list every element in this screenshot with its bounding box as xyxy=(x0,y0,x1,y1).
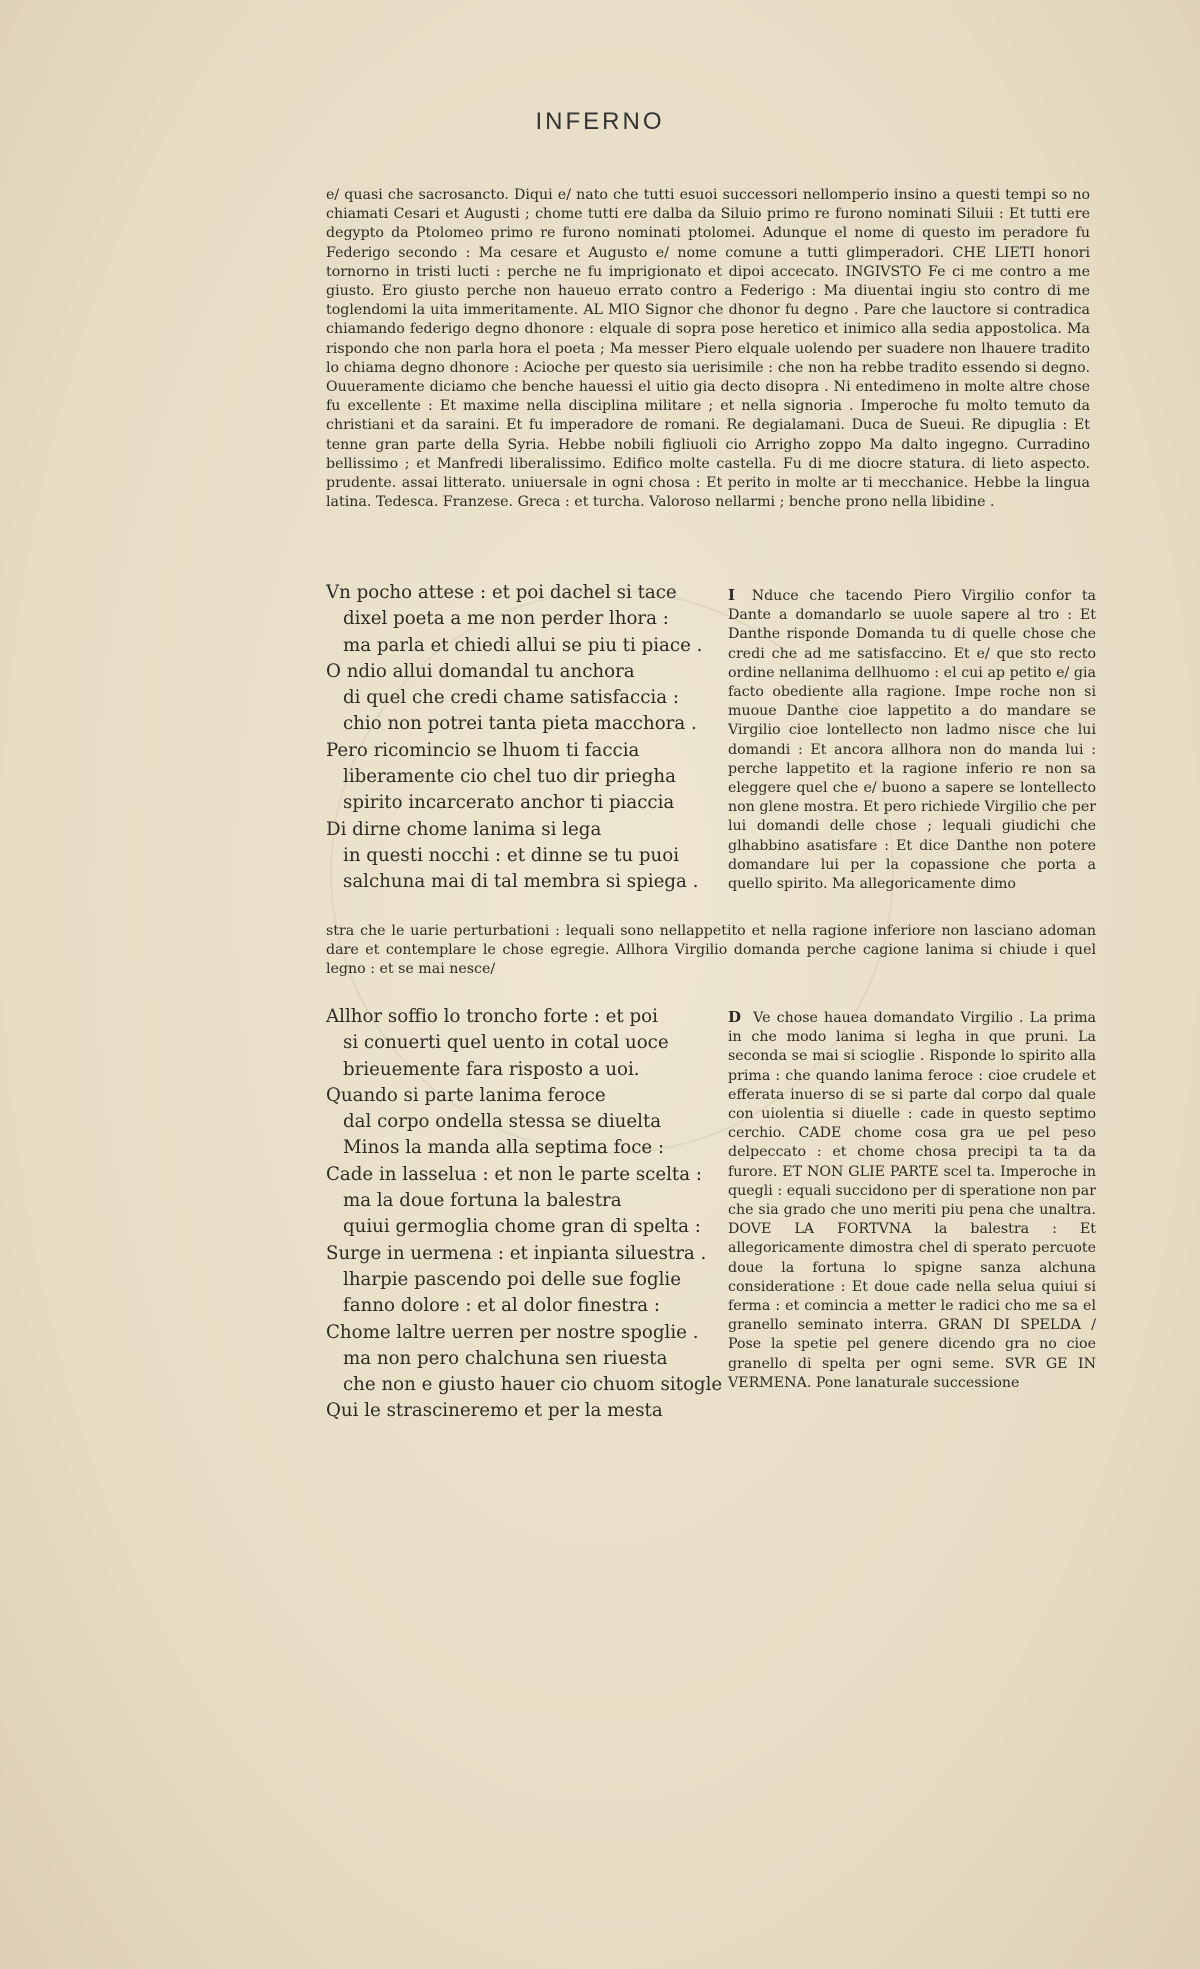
verse-block-1 xyxy=(326,580,706,896)
verse-line: liberamente cio chel tuo dir priegha xyxy=(343,766,676,788)
verse-line: salchuna mai di tal membra si spiega . xyxy=(343,871,699,893)
commentary-side-text: Ve chose hauea domandato Virgilio . La prima in che modo lanima si legha in que pruni. La seconda se mai si scioglie . Risponde lo spirito alla prima : che quando lanima feroce : cioe crudele et efferata inuerso di se si parte dal corpo dal quale con uiolentia si diuelle : cade in questo septimo cerchio. CADE chome cosa gra ue pel peso delpeccato : et chome chosa precipi ta ta da furore. ET NON GLIE PARTE scel ta. Imperoche in quegli : equali succidono per di speratione non par che sia grado che uno meriti piu pena che unaltra. DOVE LA FORTVNA la balestra : Et allegoricamente dimostra chel di sperato percuote doue la fortuna lo spigne sanza alchuna consideratione : Et doue cade nella selua quiui si ferma : et comincia a metter le radici cho me sa el granello seminato interra. GRAN DI SPELDA / Pose la spetie pel genere dicendo gra no cioe granello di spelta per ogni seme. SVR GE IN VERMENA. Pone lanaturale successione xyxy=(728,1010,1096,1391)
verse-line: Surge in uermena : et inpianta siluestra . xyxy=(326,1242,707,1264)
commentary-top: e/ quasi che sacrosancto. Diqui e/ nato che tutti esuoi successori nellomperio insino a questi tempi so no chiamati Cesari et Augusti ; chome tutti ere dalba da Siluio primo re furono nominati Siluii : Et tutti ere degypto da Ptolomeo primo re furono nominati ptolomei. Adunque el nome di questo im peradore fu Federigo secondo : Ma cesare et Augusto e/ nome comune a tutti glimperadori. CHE LIETI honori tornorno in tristi lucti : perche ne fu imprigionato et dipoi accecato. INGIVSTO Fe ci me contro a me giusto. Ero giusto perche non haueuo errato contro a Federigo : Ma diuentai ingiu sto contro di me toglendomi la uita immeritamente. AL MIO Signor che dhonor fu degno . Pare che lauctore si contradica chiamando federigo degno dhonore : elquale di sopra pose heretico et inimico alla sedia appostolica. Ma rispondo che non parla hora el poeta ; Ma messer Piero elquale uolendo per suadere non lhauere tradito lo chiama degno dhonore : Acioche per questo sia uerisimile : che non ha rebbe tradito essendo si degno. Ouueramente diciamo che benche hauessi el uitio gia decto disopra . Ni entedimeno in molte altre chose fu excellente : Et maxime nella disciplina militare ; et nella signoria . Imperoche fu molto temuto da christiani et da saraini. Et fu imperadore de romani. Re degialamani. Duca de Sueui. Re dipuglia : Et tenne gran parte della Syria. Hebbe nobili figliuoli cio Arrigho zoppo Ma dalto ingegno. Curradino bellissimo ; et Manfredi liberalissimo. Edifico molte castella. Fu di me diocre statura. di lieto aspecto. prudente. assai litterato. uniuersale in ogni chosa : Et perito in molte ar ti mecchanice. Hebbe la lingua latina. Tedesca. Franzese. Greca : et turcha. Valoroso nellarmi ; benche prono nella libidine . xyxy=(326,187,1090,511)
verse-line: ma parla et chiedi allui se piu ti piace . xyxy=(343,634,703,656)
verse-line: Chome laltre uerren per nostre spoglie . xyxy=(326,1321,699,1343)
verse-line: Quando si parte lanima feroce xyxy=(326,1084,606,1106)
verse-line: Cade in lasselua : et non le parte scelta : xyxy=(326,1163,702,1185)
verse-line: ma la doue fortuna la balestra xyxy=(343,1190,622,1212)
verse-line: si conuerti quel uento in cotal uoce xyxy=(343,1032,669,1054)
commentary-side-2 xyxy=(728,1008,1096,1393)
verse-line: Di dirne chome lanima si lega xyxy=(326,818,602,840)
verse-block-2 xyxy=(326,1004,723,1425)
verse-line: O ndio allui domandal tu anchora xyxy=(326,660,635,682)
verse-line: spirito incarcerato anchor ti piaccia xyxy=(343,792,675,814)
commentary-continuation: stra che le uarie perturbationi : lequali sono nellappetito et nella ragione inferiore non lasciano adoman dare et contemplare le chose egregie. Allhora Virgilio domanda perche cagione lanima si chiude i quel legno : et se mai nesce/ xyxy=(326,923,1096,978)
commentary-side-1 xyxy=(728,586,1096,894)
verse-line: fanno dolore : et al dolor finestra : xyxy=(343,1295,661,1317)
verse-line: brieuemente fara risposto a uoi. xyxy=(343,1058,640,1080)
verse-line: Minos la manda alla septima foce : xyxy=(343,1137,665,1159)
verse-line: di quel che credi chame satisfaccia : xyxy=(343,687,679,709)
verse-line: che non e giusto hauer cio chuom sitogle xyxy=(343,1374,723,1396)
verse-line: in questi nocchi : et dinne se tu puoi xyxy=(343,844,680,866)
verse-line: quiui germoglia chome gran di spelta : xyxy=(343,1216,701,1238)
verse-line: chio non potrei tanta pieta macchora . xyxy=(343,713,697,735)
verse-line: lharpie pascendo poi delle sue foglie xyxy=(343,1268,682,1290)
verse-line: Qui le strascineremo et per la mesta xyxy=(326,1400,663,1422)
verse-line: Allhor soffio lo troncho forte : et poi xyxy=(326,1006,658,1027)
verse-line: dixel poeta a me non perder lhora : xyxy=(343,608,669,630)
initial-letter: D xyxy=(728,1008,742,1026)
page-title: INFERNO xyxy=(535,108,665,135)
verse-line: ma non pero chalchuna sen riuesta xyxy=(343,1347,668,1369)
verse-line: Vn pocho attese : et poi dachel si tace xyxy=(326,582,677,603)
verse-line: dal corpo ondella stessa se diuelta xyxy=(343,1111,662,1133)
verse-line: Pero ricomincio se lhuom ti faccia xyxy=(326,739,640,761)
initial-letter: I xyxy=(728,586,736,604)
commentary-side-text: Nduce che tacendo Piero Virgilio confor ta Dante a domandarlo se uuole sapere al tro : Et Danthe risponde Domanda tu di quelle chose che credi che ad me satisfaccino. Et e/ que sto recto ordine nellanima dellhuomo : el cui ap petito e/ gia facto obediente alla ragione. Impe roche non si muoue Danthe cioe lappetito a do mandare se Virgilio cioe lontellecto non ladmo nisce che lui domandi : Et ancora allhora non do manda lui : perche lappetito et la ragione inferio re non sa eleggere quel che e/ buono a sapere se lontellecto non glene mostra. Et pero richiede Virgilio che per lui domandi delle chose ; lequali giudichi che glhabbino asatisfare : Et dice Danthe non potere domandare lui per la copassione che porta a quello spirito. Ma allegoricamente dimo xyxy=(728,588,1096,893)
